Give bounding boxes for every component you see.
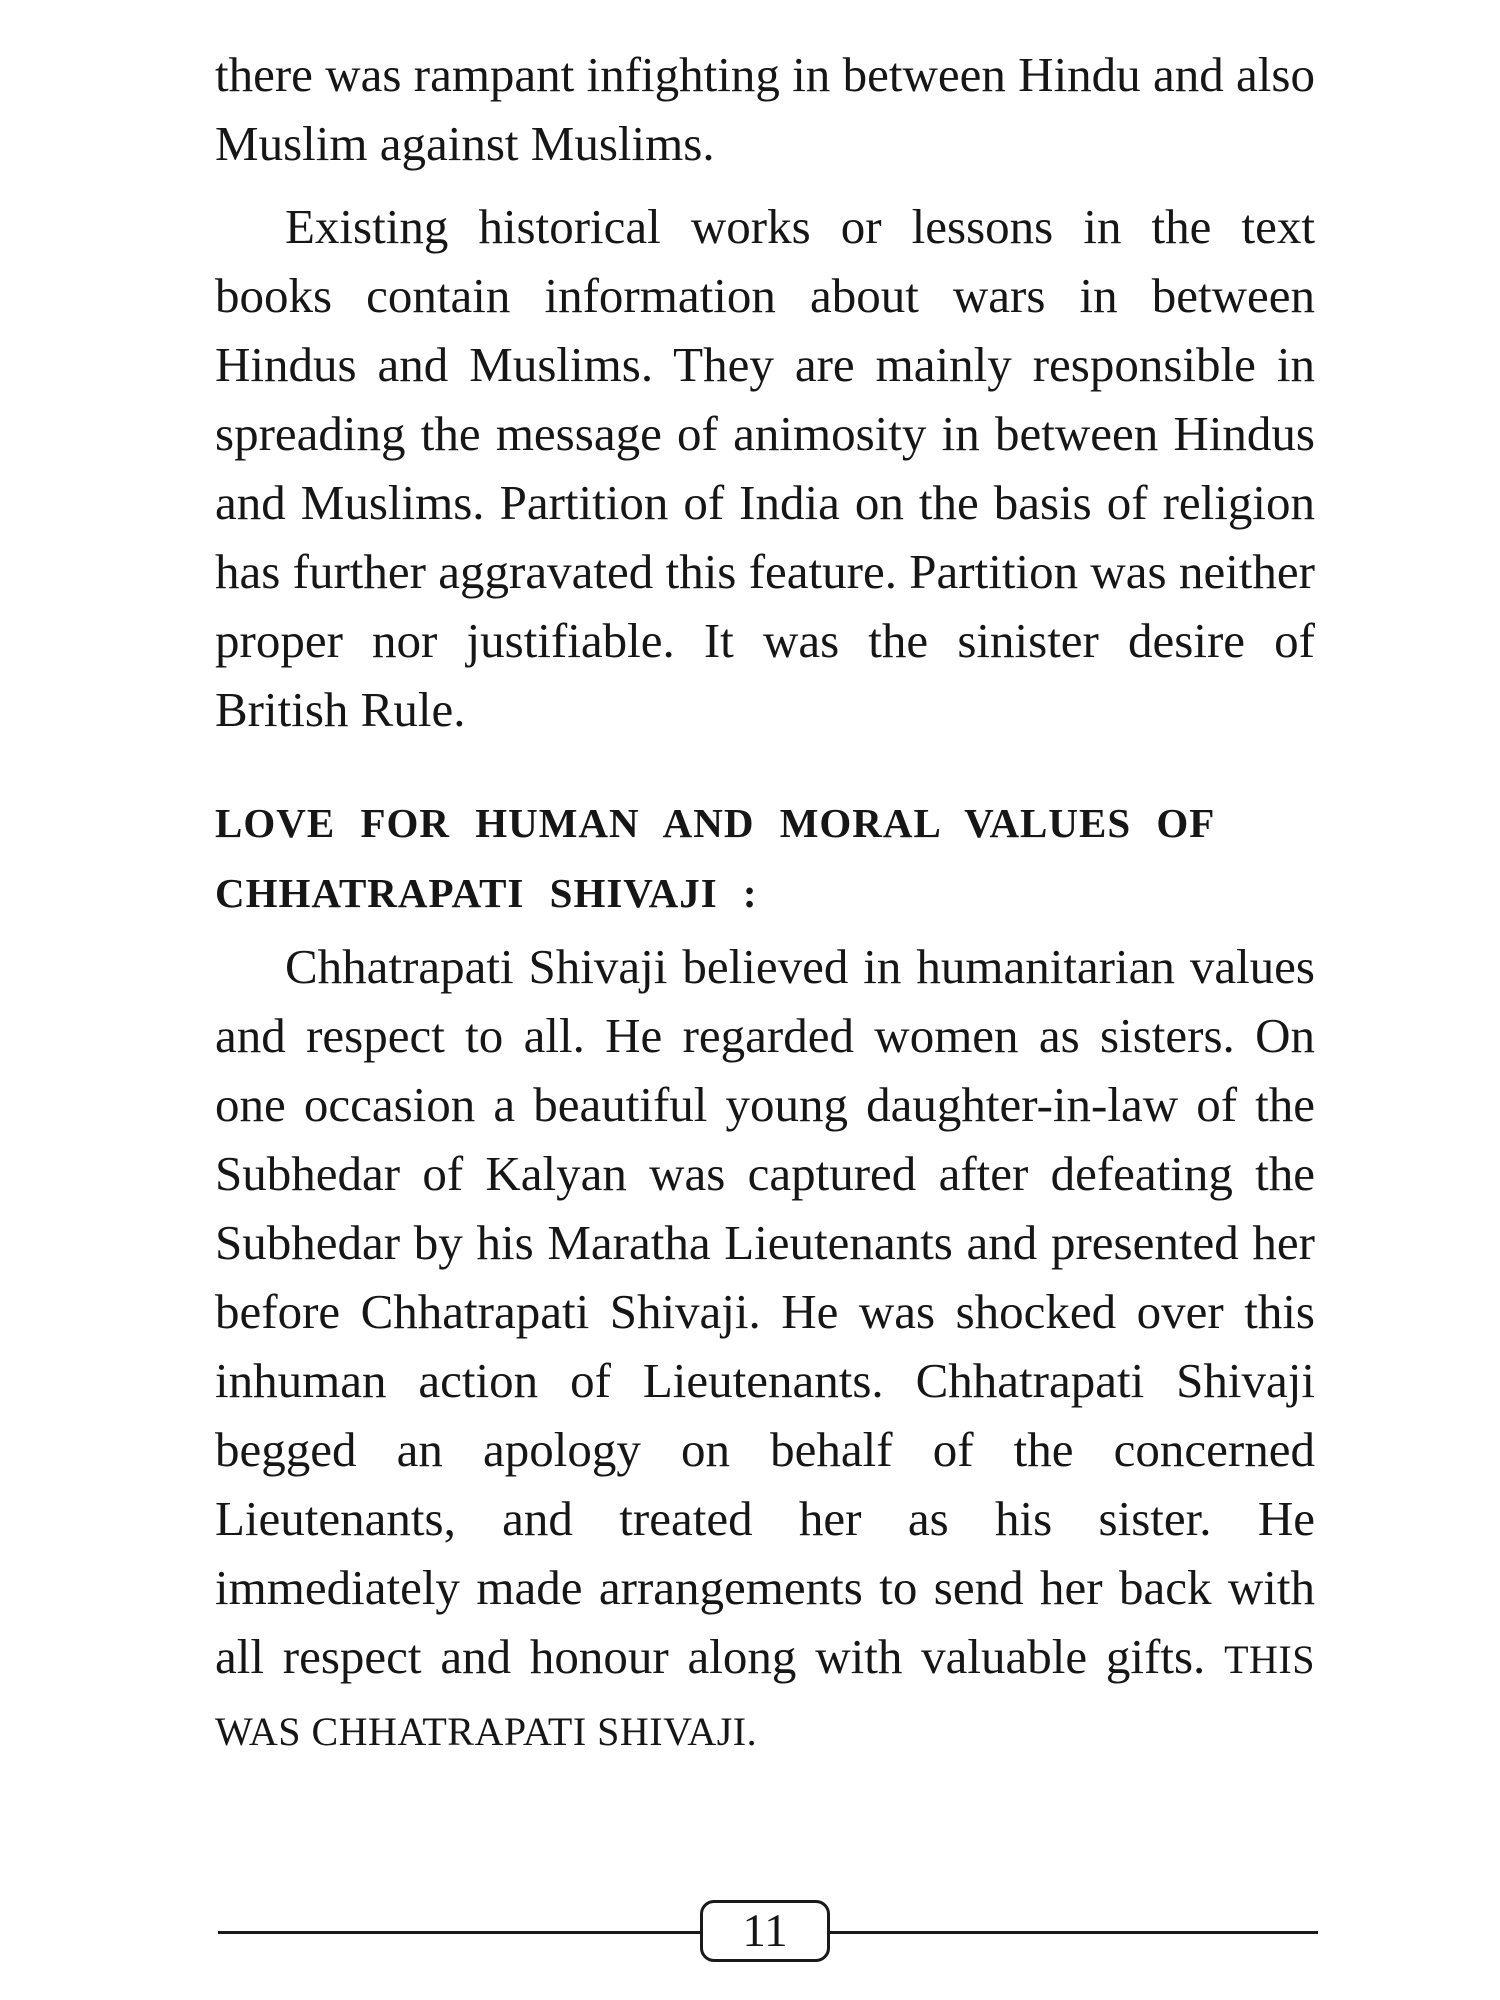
page-number: 11 <box>700 1900 830 1962</box>
paragraph-historical-works: Existing historical works or lessons in the text books contain information about wars in between Hindus and Muslims. They are mainly responsible in spreading the message of animosity in between Hindus and Muslims. Partition of India on the basis of religion has further aggravated this feature. Partition was neither proper nor justifiable. It was the sinister desire of British Rule. <box>215 199 1315 737</box>
footer-rule-right <box>830 1931 1318 1934</box>
section-heading: LOVE FOR HUMAN AND MORAL VALUES OF CHHATRAPATI SHIVAJI : <box>215 800 1214 916</box>
closing-statement: THIS WAS CHHATRAPATI SHIVAJI. <box>215 1637 1315 1754</box>
paragraph-intro: there was rampant infighting in between Hindu and also Muslim against Muslims. <box>215 47 1315 171</box>
paragraph-shivaji-text: Chhatrapati Shivaji believed in humanitarian values and respect to all. He regarded women as sisters. On one occasion a beautiful young daughter-in-law of the Subhedar of Kalyan was captured after defeating the Subhedar by his Maratha Lieutenants and presented her before Chhatrapati Shivaji. He was shocked over this inhuman action of Lieutenants. Chhatrapati Shivaji begged an apology on behalf of the concerned Lieutenants, and treated her as his sister. He immediately made arrangements to send her back with all respect and honour along with valuable gifts. <box>215 939 1315 1684</box>
footer-rule-left <box>218 1931 702 1934</box>
paragraph-shivaji-values <box>215 932 1315 1766</box>
